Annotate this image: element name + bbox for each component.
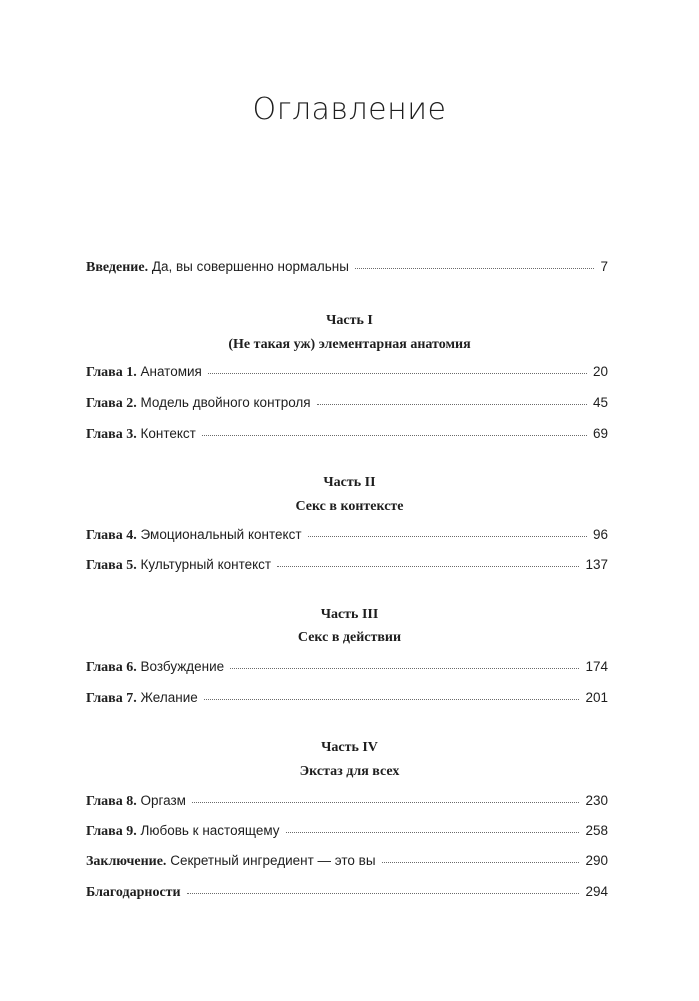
page-number: 174 — [585, 659, 608, 674]
part-subtitle: Экстаз для всех — [299, 764, 400, 779]
part-subtitle: Секс в контексте — [295, 499, 404, 514]
toc-entry[interactable] — [86, 395, 608, 415]
leader-dots — [204, 689, 580, 700]
leader-dots — [187, 883, 580, 894]
toc-entry[interactable] — [86, 793, 608, 813]
toc-entry-acknowledgements[interactable] — [86, 884, 608, 904]
part-subtitle: Секс в действии — [297, 630, 402, 645]
page-number: 201 — [585, 690, 608, 705]
entry-label: Глава 7. Желание — [86, 690, 198, 706]
leader-dots — [208, 363, 587, 374]
page-number: 258 — [585, 823, 608, 838]
page-number: 96 — [592, 527, 608, 542]
page-number: 69 — [592, 426, 608, 441]
toc-entry[interactable] — [86, 426, 608, 446]
toc-entry[interactable] — [86, 690, 608, 710]
leader-dots — [355, 258, 595, 269]
entry-label: Глава 2. Модель двойного контроля — [86, 395, 311, 411]
leader-dots — [230, 658, 579, 669]
leader-dots — [382, 852, 580, 863]
leader-dots — [308, 526, 587, 537]
entry-label: Глава 1. Анатомия — [86, 364, 202, 380]
leader-dots — [192, 792, 580, 803]
leader-dots — [317, 394, 587, 405]
part-subtitle: (Не такая уж) элементарная анатомия — [228, 337, 471, 352]
toc-entry[interactable] — [86, 364, 608, 384]
entry-label: Глава 3. Контекст — [86, 426, 196, 442]
page-number: 20 — [592, 364, 608, 379]
toc-entry[interactable] — [86, 823, 608, 843]
leader-dots — [286, 822, 580, 833]
toc-entry-intro[interactable] — [86, 259, 608, 279]
page-number: 137 — [585, 557, 608, 572]
page-title: Оглавление — [252, 92, 447, 127]
toc-entry[interactable] — [86, 527, 608, 547]
entry-label: Глава 5. Культурный контекст — [86, 557, 272, 573]
entry-label: Глава 4. Эмоциональный контекст — [86, 527, 302, 543]
page-number: 294 — [585, 884, 608, 899]
part-heading: Часть IV — [321, 740, 378, 755]
toc-entry[interactable] — [86, 557, 608, 577]
entry-label: Глава 9. Любовь к настоящему — [86, 823, 280, 839]
page-number: 230 — [585, 793, 608, 808]
entry-label: Глава 6. Возбуждение — [86, 659, 225, 675]
page-number: 7 — [600, 259, 608, 274]
toc-entry-conclusion[interactable] — [86, 853, 608, 873]
leader-dots — [202, 425, 587, 436]
leader-dots — [277, 556, 579, 567]
part-heading: Часть III — [320, 607, 379, 622]
page-number: 45 — [592, 395, 608, 410]
part-heading: Часть I — [326, 313, 373, 328]
entry-label: Благодарности — [86, 885, 181, 900]
page-number: 290 — [585, 853, 608, 868]
entry-label: Введение. Да, вы совершенно нормальны — [86, 259, 349, 275]
toc-entry[interactable] — [86, 659, 608, 679]
entry-label: Заключение. Секретный ингредиент — это вы — [86, 853, 376, 869]
part-heading: Часть II — [323, 475, 376, 490]
entry-label: Глава 8. Оргазм — [86, 793, 186, 809]
